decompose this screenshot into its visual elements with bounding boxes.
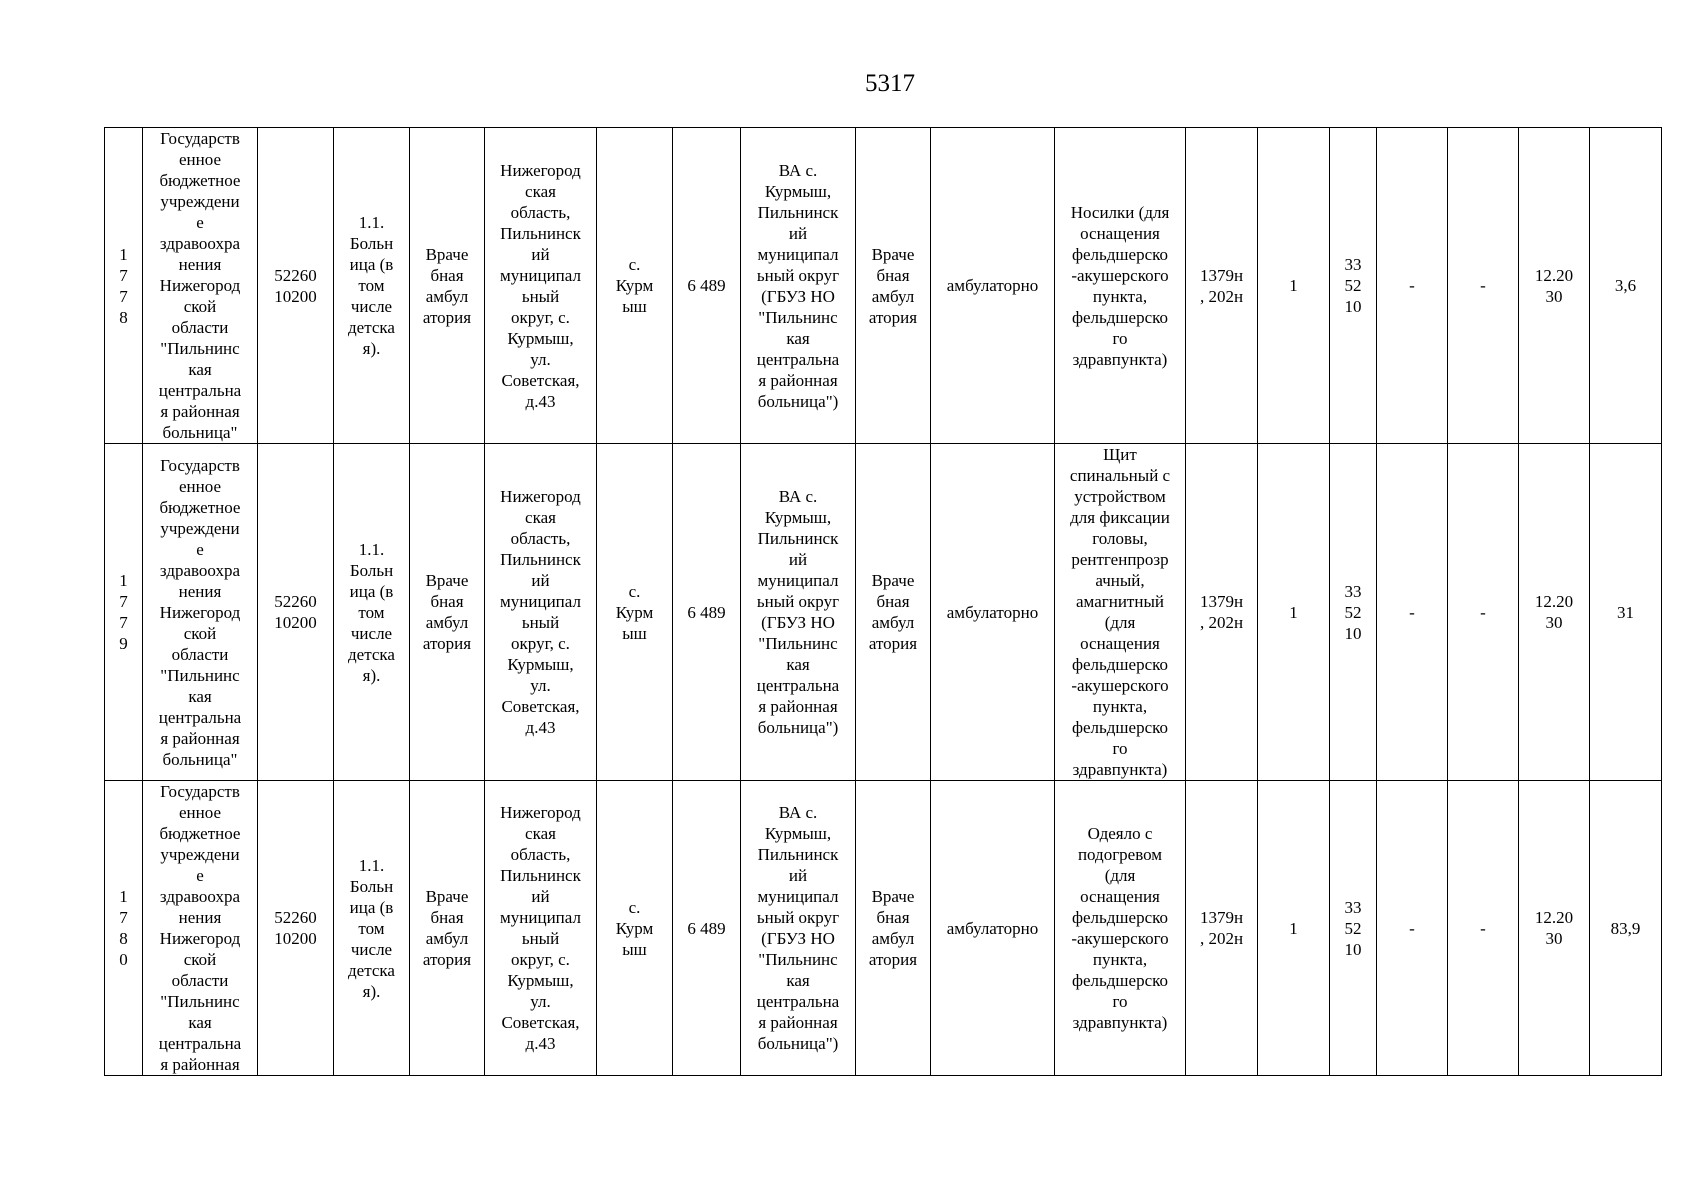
equipment: Носилки (для оснащения фельдшерско -акушерского пункта, фельдшерско го здравпункта) (1055, 128, 1186, 444)
settlement: с. Курм ыш (597, 781, 673, 1076)
table-row (105, 444, 1662, 781)
facility-type: Враче бная амбул атория (856, 781, 931, 1076)
care-form: амбулаторно (931, 781, 1055, 1076)
organization-code: 52260 10200 (258, 444, 334, 781)
column-a: - (1377, 444, 1448, 781)
settlement: с. Курм ыш (597, 444, 673, 781)
unit-type: Враче бная амбул атория (410, 781, 485, 1076)
amount: 31 (1590, 444, 1662, 781)
facility: ВА с. Курмыш, Пильнинск ий муниципал ьный округ (ГБУЗ НО "Пильнинс кая центральна я районная больница") (741, 781, 856, 1076)
okpd-code: 33 52 10 (1330, 781, 1377, 1076)
facility-type: Враче бная амбул атория (856, 128, 931, 444)
column-a: - (1377, 128, 1448, 444)
facility: ВА с. Курмыш, Пильнинск ий муниципал ьный округ (ГБУЗ НО "Пильнинс кая центральна я районная больница") (741, 128, 856, 444)
amount: 3,6 (1590, 128, 1662, 444)
organization-name: Государств енное бюджетное учреждени е здравоохра нения Нижегород ской области "Пильнинс кая центральна я районная больница" (143, 128, 258, 444)
unit-type: Враче бная амбул атория (410, 128, 485, 444)
equipment: Щит спинальный с устройством для фиксации головы, рентгенпрозр ачный, амагнитный (для оснащения фельдшерско -акушерского пункта, фельдшерско го здравпункта) (1055, 444, 1186, 781)
table-row (105, 781, 1662, 1076)
facility-type: Враче бная амбул атория (856, 444, 931, 781)
equipment-registry-table (104, 127, 1662, 1076)
section: 1.1. Больн ица (в том числе детска я). (334, 128, 410, 444)
address: Нижегород ская область, Пильнинск ий муниципал ьный округ, с. Курмыш, ул. Советская, д.43 (485, 128, 597, 444)
quantity: 1 (1258, 781, 1330, 1076)
population: 6 489 (673, 128, 741, 444)
address: Нижегород ская область, Пильнинск ий муниципал ьный округ, с. Курмыш, ул. Советская, д.43 (485, 444, 597, 781)
table-row (105, 128, 1662, 444)
population: 6 489 (673, 444, 741, 781)
quantity: 1 (1258, 444, 1330, 781)
order: 1379н , 202н (1186, 128, 1258, 444)
organization-name: Государств енное бюджетное учреждени е здравоохра нения Нижегород ской области "Пильнинс кая центральна я районная (143, 781, 258, 1076)
order: 1379н , 202н (1186, 444, 1258, 781)
facility: ВА с. Курмыш, Пильнинск ий муниципал ьный округ (ГБУЗ НО "Пильнинс кая центральна я районная больница") (741, 444, 856, 781)
deadline: 12.20 30 (1519, 128, 1590, 444)
unit-type: Враче бная амбул атория (410, 444, 485, 781)
column-a: - (1377, 781, 1448, 1076)
quantity: 1 (1258, 128, 1330, 444)
organization-code: 52260 10200 (258, 128, 334, 444)
column-b: - (1448, 781, 1519, 1076)
column-b: - (1448, 128, 1519, 444)
care-form: амбулаторно (931, 128, 1055, 444)
row-number: 1 7 7 8 (105, 128, 143, 444)
okpd-code: 33 52 10 (1330, 444, 1377, 781)
column-b: - (1448, 444, 1519, 781)
population: 6 489 (673, 781, 741, 1076)
section: 1.1. Больн ица (в том числе детска я). (334, 444, 410, 781)
settlement: с. Курм ыш (597, 128, 673, 444)
order: 1379н , 202н (1186, 781, 1258, 1076)
equipment: Одеяло с подогревом (для оснащения фельдшерско -акушерского пункта, фельдшерско го здравпункта) (1055, 781, 1186, 1076)
row-number: 1 7 8 0 (105, 781, 143, 1076)
address: Нижегород ская область, Пильнинск ий муниципал ьный округ, с. Курмыш, ул. Советская, д.43 (485, 781, 597, 1076)
deadline: 12.20 30 (1519, 444, 1590, 781)
care-form: амбулаторно (931, 444, 1055, 781)
row-number: 1 7 7 9 (105, 444, 143, 781)
page-number: 5317 (865, 70, 915, 97)
organization-name: Государств енное бюджетное учреждени е здравоохра нения Нижегород ской области "Пильнинс кая центральна я районная больница" (143, 444, 258, 781)
deadline: 12.20 30 (1519, 781, 1590, 1076)
section: 1.1. Больн ица (в том числе детска я). (334, 781, 410, 1076)
amount: 83,9 (1590, 781, 1662, 1076)
okpd-code: 33 52 10 (1330, 128, 1377, 444)
organization-code: 52260 10200 (258, 781, 334, 1076)
